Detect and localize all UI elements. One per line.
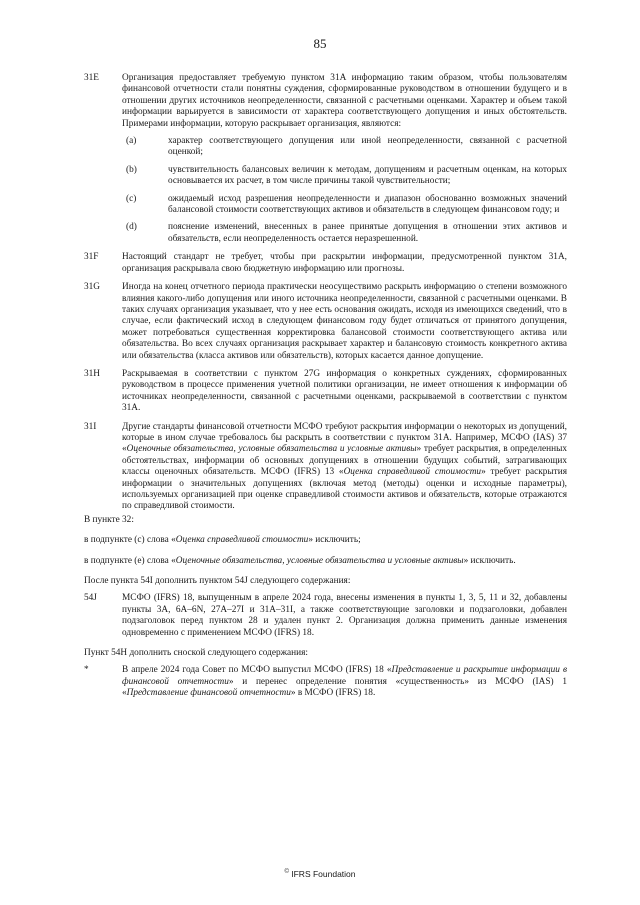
paragraph-text: Другие стандарты финансовой отчетности МСФО требуют раскрытия информации о некоторых из допущений, которые в ином случае требовалось бы раскрыть в соответствии с пунктом 31A. Например, МСФО (IAS) 37 «Оценочные обязательства, условные обязательства и условные активы» требует раскрытия, в определенных обстоятельствах, информации об основных допущениях в отношении будущих событий, затрагивающих классы оценочных обязательств. МСФО (IFRS) 13 «Оценка справедливой стоимости» требует раскрытия информации о значительных допущениях (включая метод (методы) оценки и исходные параметры), используемых организацией при оценке справедливой стоимости активов и обязательств, которые отражаются по справедливой стоимости. xyxy=(122,421,567,512)
document-body xyxy=(84,73,567,707)
amendment-54h: Пункт 54H дополнить сноской следующего содержания: xyxy=(84,648,308,659)
paragraph-number: 31H xyxy=(84,368,101,379)
paragraph-number: 31F xyxy=(84,252,99,263)
list-item-c xyxy=(122,194,567,217)
list-item-d xyxy=(122,222,567,245)
list-item-text: чувствительность балансовых величин к методам, допущениям и расчетным оценкам, на которых основывается их расчет, в том числе причины такой чувствительности; xyxy=(168,164,567,187)
paragraph-text: Настоящий стандарт не требует, чтобы при раскрытии информации, предусмотренной пунктом 31A, организация раскрывала свою бюджетную информацию или прогнозы. xyxy=(122,252,567,274)
paragraph-31h xyxy=(84,369,567,415)
list-item-b xyxy=(122,165,567,188)
copyright-symbol: © xyxy=(284,869,289,876)
paragraph-number: 31E xyxy=(84,73,99,83)
list-item-letter: (d) xyxy=(126,222,137,233)
paragraph-text: Организация предоставляет требуемую пунктом 31A информацию таким образом, чтобы пользователям финансовой отчетности стали понятны суждения, сформированные руководством в отношении будущего и в отношении других источников неопределенности, связанной с расчетными оценками. Характер и объем такой информации варьируется в зависимости от характера соответствующего допущения и иных обстоятельств. Примерами информации, которую раскрывает организация, являются: xyxy=(122,73,567,129)
list-item-a xyxy=(122,136,567,159)
paragraph-31g xyxy=(84,282,567,362)
paragraph-31e xyxy=(84,73,567,245)
paragraph-number: 54J xyxy=(84,593,97,604)
page-number: 85 xyxy=(313,36,327,51)
list-item-letter: (a) xyxy=(126,136,137,147)
paragraph-31f xyxy=(84,252,567,275)
amendment-paragraph-32: В пункте 32: xyxy=(84,514,134,525)
copyright-text: IFRS Foundation xyxy=(288,869,356,879)
footnote xyxy=(84,665,567,699)
amendment-subparagraph-e: в подпункте (e) слова «Оценочные обязательства, условные обязательства и условные активы» исключить. xyxy=(84,555,516,566)
copyright-footer xyxy=(0,869,640,879)
paragraph-number: 31G xyxy=(84,282,101,293)
list-item-text: пояснение изменений, внесенных в ранее принятые допущения в отношении этих активов и обязательств, если неопределенность остается неразрешенной. xyxy=(168,222,567,244)
footnote-text: В апреле 2024 года Совет по МСФО выпустил МСФО (IFRS) 18 «Представление и раскрытие информации в финансовой отчетности» и перенес определение понятия «существенность» из МСФО (IAS) 1 «Представление финансовой отчетности» в МСФО (IFRS) 18. xyxy=(122,665,568,699)
list-item-letter: (c) xyxy=(126,193,137,204)
paragraph-54j xyxy=(84,593,567,639)
amendment-after-54i: После пункта 54I дополнить пунктом 54J следующего содержания: xyxy=(84,576,351,587)
list-item-text: ожидаемый исход разрешения неопределенности и диапазон обоснованно возможных значений балансовой стоимости соответствующих активов и обязательств в следующем финансовом году; и xyxy=(168,193,567,216)
list-item-letter: (b) xyxy=(126,164,137,175)
paragraph-text: Иногда на конец отчетного периода практически неосуществимо раскрыть информацию о степени возможного влияния какого-либо допущения или иного источника неопределенности, связанной с расчетными оценками. В таких случаях организация указывает, что у нее есть основания ожидать, исходя из имеющихся сведений, что в случае, если фактический исход в следующем финансовом году будет отличаться от принятого допущения, может потребоваться существенная корректировка балансовой стоимости соответствующего актива или обязательства. Во всех случаях организация раскрывает характер и балансовую стоимость конкретного актива или обязательства (класса активов или обязательств), которых касается данное допущение. xyxy=(122,282,567,361)
paragraph-31i xyxy=(84,422,567,513)
footnote-mark: * xyxy=(84,665,89,676)
paragraph-text: МСФО (IFRS) 18, выпущенным в апреле 2024 года, внесены изменения в пункты 1, 3, 5, 11 и 32, добавлены пункты 3A, 6A–6N, 27A–27I и 31A–31I, а также соответствующие заголовки и подзаголовки, добавлен подзаголовок перед пунктом 28 и удален пункт 2. Организация должна применить данные изменения одновременно с применением МСФО (IFRS) 18. xyxy=(122,593,567,638)
amendment-subparagraph-c: в подпункте (c) слова «Оценка справедливой стоимости» исключить; xyxy=(84,535,361,546)
paragraph-text: Раскрываемая в соответствии с пунктом 27G информация о конкретных суждениях, сформированных руководством в процессе применения учетной политики организации, не имеет отношения к информации об источниках неопределенности, связанной с расчетными оценками, раскрываемой в соответствии с пунктом 31A. xyxy=(122,368,567,414)
list-item-text: характер соответствующего допущения или иной неопределенности, связанной с расчетной оценкой; xyxy=(168,136,567,158)
paragraph-number: 31I xyxy=(84,421,97,432)
